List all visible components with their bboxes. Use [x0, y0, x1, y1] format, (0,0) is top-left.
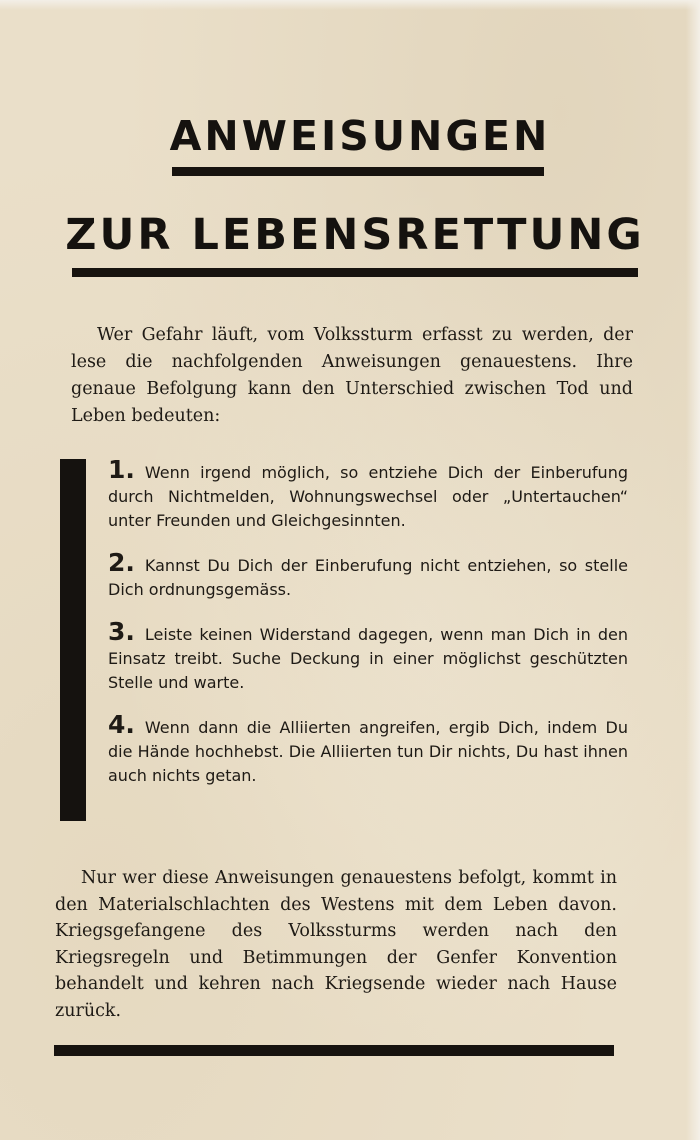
instruction-number: 4.: [108, 710, 135, 739]
title-line-2: ZUR LEBENSRETTUNG: [65, 210, 645, 260]
instruction-item-2: [108, 548, 628, 602]
instruction-item-1: [108, 455, 628, 533]
intro-paragraph: Wer Gefahr läuft, vom Volkssturm erfasst zu werden, der lese die nachfolgenden Anweisungen genauestens. Ihre genaue Befolgung kann den Unterschied zwischen Tod und Leben bedeuten:: [71, 325, 633, 426]
instruction-item-4: [108, 710, 628, 788]
instructions-side-bar: [60, 459, 86, 821]
title-underline-1: [172, 167, 544, 176]
instruction-text: Kannst Du Dich der Einberufung nicht entziehen, so stelle Dich ordnungsgemäss.: [108, 556, 628, 599]
instruction-item-3: [108, 617, 628, 695]
instruction-text: Wenn irgend möglich, so entziehe Dich der Einberufung durch Nichtmelden, Wohnungswechsel oder „Untertauchen“ unter Freunden und Gleichgesinnten.: [108, 463, 628, 530]
instruction-number: 1.: [108, 455, 135, 484]
paper-edge-top: [0, 0, 700, 10]
paper-edge-right: [686, 0, 700, 1140]
closing-paragraph: Nur wer diese Anweisungen genauestens befolgt, kommt in den Materialschlachten des Westens mit dem Leben davon. Kriegsgefangene des Volkssturms werden nach den Kriegsregeln und Betimmungen der Genfer Konvention behandelt und kehren nach Kriegsende wieder nach Hause zurück.: [55, 868, 617, 1021]
bottom-rule: [54, 1045, 614, 1056]
instructions-list: [108, 455, 628, 808]
instruction-text: Wenn dann die Alliierten angreifen, ergib Dich, indem Du die Hände hochhebst. Die Alliierten tun Dir nichts, Du hast ihnen auch nichts getan.: [108, 718, 628, 785]
instruction-number: 2.: [108, 548, 135, 577]
instruction-text: Leiste keinen Widerstand dagegen, wenn man Dich in den Einsatz treibt. Suche Deckung in einer möglichst geschützten Stelle und warte.: [108, 625, 628, 692]
instruction-number: 3.: [108, 617, 135, 646]
title-line-1: ANWEISUNGEN: [169, 112, 551, 160]
title-underline-2: [72, 268, 638, 277]
